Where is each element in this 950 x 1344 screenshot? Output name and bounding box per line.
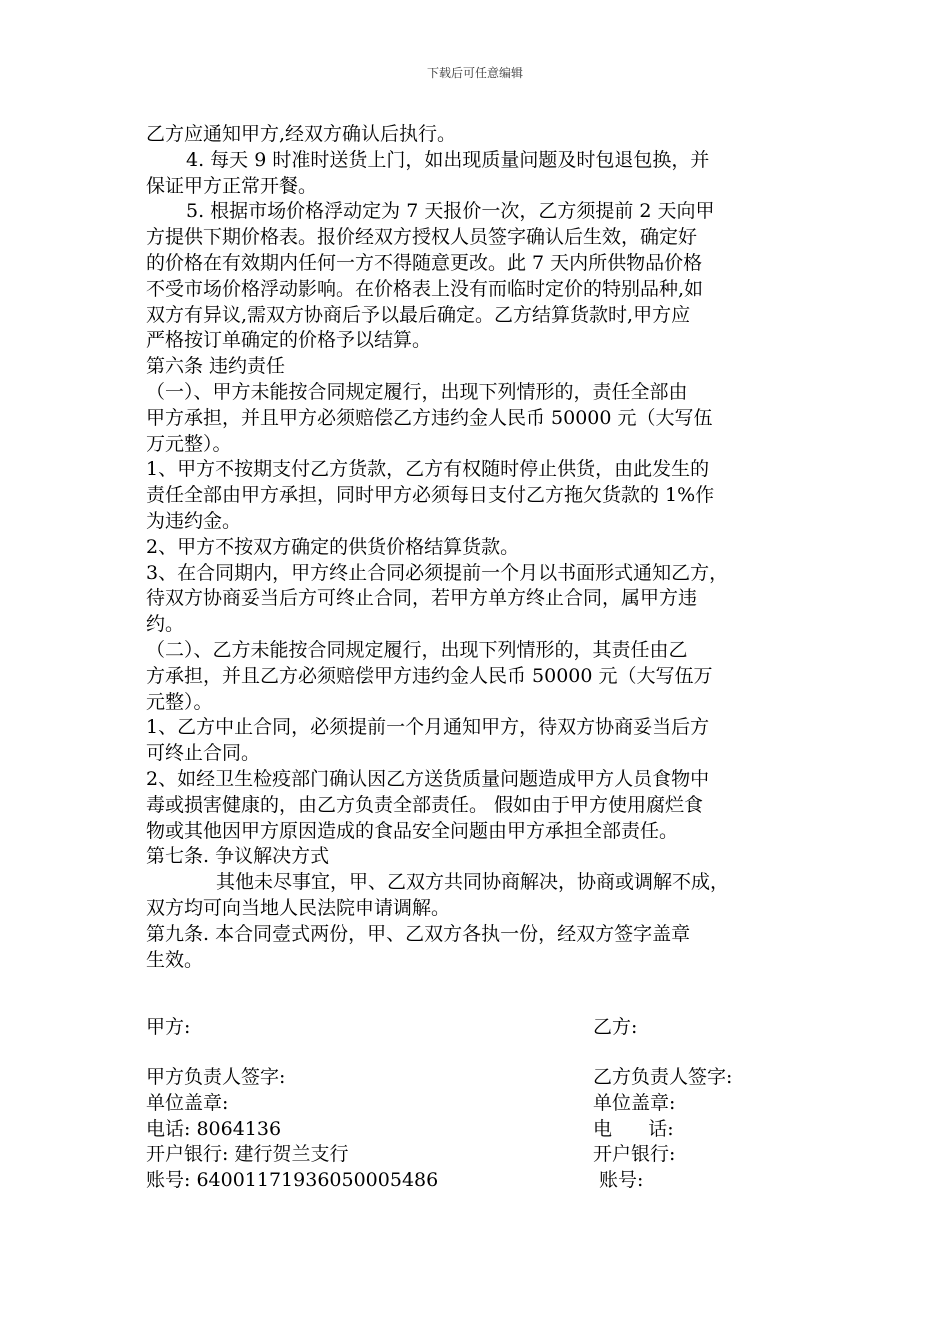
party-row (146, 1015, 846, 1065)
contract-line: 第九条. 本合同壹式两份，甲、乙双方各执一份，经双方签字盖章 (146, 922, 691, 945)
contract-line: 待双方协商妥当后方可终止合同，若甲方单方终止合同，属甲方违 (146, 587, 698, 610)
party-a-phone: 电话: 8064136 (146, 1117, 282, 1140)
contract-line: 生效。 (146, 948, 204, 971)
seal-row (146, 1091, 846, 1117)
contract-line: 其他未尽事宜，甲、乙双方共同协商解决，协商或调解不成， (216, 871, 730, 894)
contract-body (146, 122, 826, 973)
contract-line: （二）、乙方未能按合同规定履行，出现下列情形的，其责任由乙 (146, 638, 688, 661)
contract-line: 甲方承担，并且甲方必须赔偿乙方违约金人民币 50000 元（大写伍 (146, 406, 713, 429)
party-a-rep-label: 甲方负责人签字: (146, 1066, 286, 1088)
contract-line: （一）、甲方未能按合同规定履行，出现下列情形的，责任全部由 (146, 380, 688, 403)
contract-line: 物或其他因甲方原因造成的食品安全问题由甲方承担全部责任。 (146, 819, 679, 842)
header-note: 下载后可任意编辑 (426, 66, 523, 80)
contract-line: 5. 根据市场价格浮动定为 7 天报价一次，乙方须提前 2 天向甲 (186, 200, 715, 223)
contract-line: 严格按订单确定的价格予以结算。 (146, 329, 432, 352)
party-a-label: 甲方: (146, 1016, 191, 1038)
contract-line: 1、乙方中止合同，必须提前一个月通知甲方，待双方协商妥当后方 (146, 716, 710, 739)
contract-line: 4. 每天 9 时准时送货上门，如出现质量问题及时包退包换，并 (186, 148, 710, 171)
contract-line: 约。 (146, 613, 185, 636)
contract-line: 不受市场价格浮动影响。在价格表上没有而临时定价的特别品种,如 (146, 277, 704, 300)
contract-line: 2、甲方不按双方确定的供货价格结算货款。 (146, 535, 520, 558)
representative-row (146, 1065, 846, 1091)
contract-line: 可终止合同。 (146, 742, 261, 765)
contract-line: 乙方应通知甲方,经双方确认后执行。 (146, 123, 457, 145)
contract-line: 第七条. 争议解决方式 (146, 845, 330, 868)
contract-line: 2、如经卫生检疫部门确认因乙方送货质量问题造成甲方人员食物中 (146, 767, 710, 790)
contract-line: 的价格在有效期内任何一方不得随意更改。此 7 天内所供物品价格 (146, 251, 703, 274)
account-row (146, 1168, 846, 1194)
party-b-rep-label: 乙方负责人签字: (593, 1066, 733, 1088)
signature-block (146, 1015, 846, 1194)
contract-line: 责任全部由甲方承担，同时甲方必须每日支付乙方拖欠货款的 1%作 (146, 484, 715, 507)
party-a-seal-label: 单位盖章: (146, 1091, 229, 1114)
bank-row (146, 1142, 846, 1168)
contract-line: 毒或损害健康的，由乙方负责全部责任。 假如由于甲方使用腐烂食 (146, 793, 704, 816)
contract-line: 元整）。 (146, 690, 213, 713)
party-b-account: 账号: (593, 1169, 644, 1192)
party-a-account: 账号: 64001171936050005486 (146, 1169, 439, 1192)
contract-line: 3、在合同期内，甲方终止合同必须提前一个月以书面形式通知乙方， (146, 561, 729, 584)
contract-line: 万元整）。 (146, 432, 232, 455)
contract-line: 双方有异议,需双方协商后予以最后确定。乙方结算货款时,甲方应 (146, 303, 691, 326)
party-b-phone: 电 话: (593, 1117, 674, 1140)
party-b-bank: 开户银行: (593, 1143, 676, 1166)
phone-row (146, 1117, 846, 1143)
contract-line: 保证甲方正常开餐。 (146, 174, 318, 197)
contract-line: 1、甲方不按期支付乙方货款，乙方有权随时停止供货，由此发生的 (146, 458, 710, 481)
contract-line: 为违约金。 (146, 509, 242, 532)
contract-line: 方提供下期价格表。报价经双方授权人员签字确认后生效，确定好 (146, 226, 698, 249)
contract-line: 双方均可向当地人民法院申请调解。 (146, 896, 451, 919)
contract-line: 第六条 违约责任 (146, 355, 286, 378)
contract-line: 方承担，并且乙方必须赔偿甲方违约金人民币 50000 元（大写伍万 (146, 664, 713, 687)
party-a-bank: 开户银行: 建行贺兰支行 (146, 1143, 349, 1166)
party-b-label: 乙方: (593, 1016, 638, 1038)
party-b-seal-label: 单位盖章: (593, 1091, 676, 1114)
